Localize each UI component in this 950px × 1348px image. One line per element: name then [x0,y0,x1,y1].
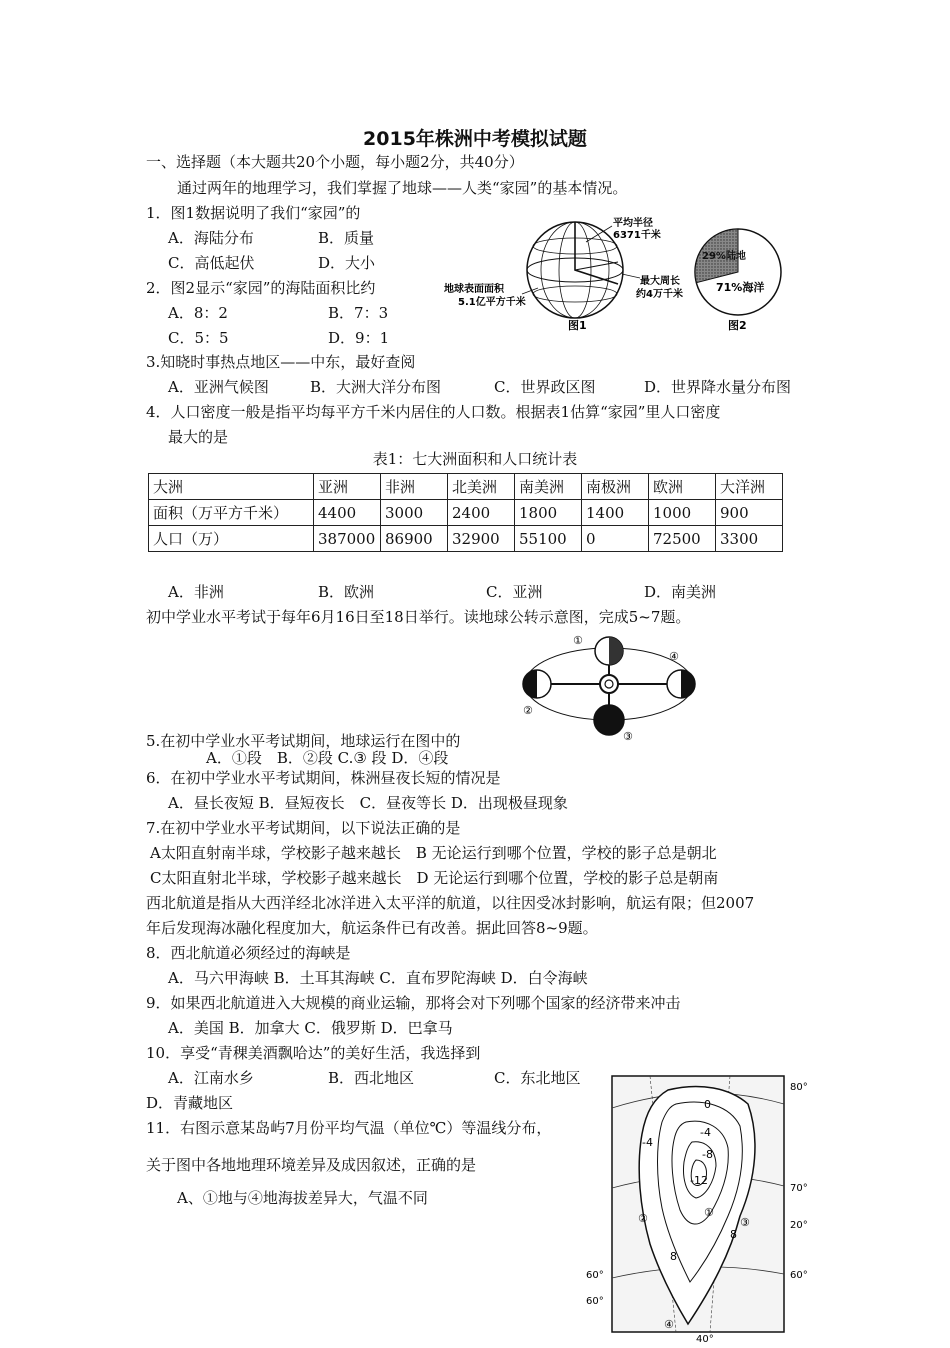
q2-option-d: D．9：1 [328,329,390,347]
orbit-marker-4: ④ [669,650,679,663]
fig1-circumference-value: 约4万千米 [636,289,683,300]
q6-stem: 6．在初中学业水平考试期间，株洲昼夜长短的情况是 [146,769,501,787]
fig1-radius-label: 平均半径 [613,218,653,229]
lon-label-40: 40° [696,1334,714,1344]
orbit-marker-1: ① [573,634,583,647]
intro-text-3-cont: 年后发现海冰融化程度加大，航运条件已有改善。据此回答8~9题。 [146,919,598,937]
q2-option-c: C．5：5 [168,329,229,347]
lat-label-60-left-a: 60° [586,1270,604,1281]
table-cell: 3300 [716,526,783,552]
q10-option-a: A．江南水乡 [168,1069,254,1087]
revolution-diagram [515,630,715,746]
q4-option-a: A．非洲 [168,583,224,601]
table-cell: 2400 [448,500,515,526]
table-cell: 0 [582,526,649,552]
table-cell: 3000 [381,500,448,526]
q7-stem: 7.在初中学业水平考试期间，以下说法正确的是 [146,819,461,837]
table-cell: 1400 [582,500,649,526]
earth-bottom-icon [594,705,624,735]
intro-text: 通过两年的地理学习，我们掌握了地球——人类“家园”的基本情况。 [177,179,628,197]
q1-stem: 1．图1数据说明了我们“家园”的 [146,204,361,222]
q4-option-c: C．亚洲 [486,583,543,601]
q3-option-c: C．世界政区图 [494,378,596,396]
table-cell: 南极洲 [582,474,649,500]
fig1-radius-value: 6371千米 [613,230,661,241]
lat-label-70: 70° [790,1183,808,1194]
table-cell: 72500 [649,526,716,552]
q1-option-d: D．大小 [318,254,376,272]
q4-option-d: D．南美洲 [644,583,717,601]
q10-option-c: C．东北地区 [494,1069,581,1087]
table-caption: 表1：七大洲面积和人口统计表 [372,450,578,468]
q11-stem-cont: 关于图中各地地理环境差异及成因叙述，正确的是 [146,1156,477,1174]
intro-text-2: 初中学业水平考试于每年6月16日至18日举行。读地球公转示意图，完成5~7题。 [146,608,691,626]
q1-option-c: C．高低起伏 [168,254,255,272]
table-cell: 387000 [314,526,381,552]
isotherm-8-a: 8 [670,1250,677,1263]
q3-option-b: B．大洲大洋分布图 [310,378,442,396]
q10-stem: 10．享受“青稞美酒飘哈达”的美好生活，我选择到 [146,1044,481,1062]
table-cell: 大洋洲 [716,474,783,500]
q4-stem: 4．人口密度一般是指平均每平方千米内居住的人口数。根据表1估算“家园”里人口密度 [146,403,721,421]
map-point-4: ④ [664,1318,674,1331]
lon-label-20: 20° [790,1220,808,1231]
q8-stem: 8．西北航道必须经过的海峡是 [146,944,351,962]
fig1-area-label: 地球表面面积 [444,284,504,295]
isotherm-0: 0 [704,1098,711,1111]
q10-option-b: B．西北地区 [328,1069,415,1087]
q4-stem-cont: 最大的是 [168,428,229,446]
table-cell: 南美洲 [515,474,582,500]
isotherm-minus4-b: -4 [700,1126,711,1139]
orbit-marker-3: ③ [623,730,633,742]
lat-label-60-left-b: 60° [586,1296,604,1307]
intro-text-3: 西北航道是指从大西洋经北冰洋进入太平洋的航道，以往因受冰封影响，航运有限；但2007 [146,894,755,912]
table-cell: 北美洲 [448,474,515,500]
section-heading: 一、选择题（本大题共20个小题，每小题2分，共40分） [146,153,524,171]
q1-option-b: B．质量 [318,229,375,247]
table-cell: 4400 [314,500,381,526]
isotherm-minus4-a: -4 [642,1136,653,1149]
q5-options: A．①段 B．②段 C.③ 段 D．④段 [206,749,449,767]
q2-stem: 2．图2显示“家园”的海陆面积比约 [146,279,376,297]
q7-options-cd: C太阳直射北半球，学校影子越来越长 D 无论运行到哪个位置，学校的影子总是朝南 [150,869,719,887]
table-row [149,474,783,500]
q3-option-a: A．亚洲气候图 [168,378,269,396]
isotherm-minus12: -12 [690,1174,708,1187]
table-cell: 55100 [515,526,582,552]
table-cell: 欧洲 [649,474,716,500]
table-cell: 1000 [649,500,716,526]
q3-stem: 3.知晓时事热点地区——中东，最好查阅 [146,353,416,371]
q2-option-b: B．7：3 [328,304,389,322]
table-cell: 1800 [515,500,582,526]
table-row [149,526,783,552]
map-point-2: ② [638,1212,648,1225]
sun-icon [600,675,618,693]
q11-option-a: A、①地与④地海拔差异大，气温不同 [177,1189,428,1207]
q9-options: A．美国 B．加拿大 C．俄罗斯 D．巴拿马 [168,1019,453,1037]
q4-option-b: B．欧洲 [318,583,375,601]
table-cell: 亚洲 [314,474,381,500]
figure-1-globe [440,212,710,341]
q11-stem: 11．右图示意某岛屿7月份平均气温（单位℃）等温线分布， [146,1119,552,1137]
table-row [149,500,783,526]
q10-option-d: D．青藏地区 [146,1094,234,1112]
map-point-3: ③ [740,1216,750,1229]
q3-option-d: D．世界降水量分布图 [644,378,792,396]
q9-stem: 9．如果西北航道进入大规模的商业运输，那将会对下列哪个国家的经济带来冲击 [146,994,681,1012]
pie-ocean-label: 71%海洋 [716,281,765,294]
fig1-area-value: 5.1亿平方千米 [458,297,526,308]
fig1-circumference-label: 最大周长 [640,276,680,287]
table-cell: 面积（万平方千米） [149,500,314,526]
pie-land-label: 29%陆地 [702,251,746,262]
table-cell: 32900 [448,526,515,552]
fig2-caption: 图2 [728,319,747,332]
page-title: 2015年株洲中考模拟试题 [363,128,587,150]
q6-options: A．昼长夜短 B．昼短夜长 C．昼夜等长 D．出现极昼现象 [168,794,568,812]
q7-options-ab: A太阳直射南半球，学校影子越来越长 B 无论运行到哪个位置，学校的影子总是朝北 [150,844,717,862]
q2-option-a: A．8：2 [168,304,228,322]
q8-options: A．马六甲海峡 B．土耳其海峡 C．直布罗陀海峡 D．白令海峡 [168,969,588,987]
fig1-caption: 图1 [568,319,587,332]
lat-label-80: 80° [790,1082,808,1093]
table-cell: 人口（万） [149,526,314,552]
q5-stem: 5.在初中学业水平考试期间，地球运行在图中的 [146,732,461,750]
lat-label-60-right: 60° [790,1270,808,1281]
table-cell: 86900 [381,526,448,552]
map-point-1: ① [704,1206,714,1219]
figure-2-pie [690,212,790,341]
isotherm-map [580,1068,820,1348]
orbit-marker-2: ② [523,704,533,717]
table-cell: 大洲 [149,474,314,500]
table-cell: 非洲 [381,474,448,500]
q1-option-a: A．海陆分布 [168,229,254,247]
isotherm-minus8: -8 [702,1148,713,1161]
continents-table [148,473,783,552]
table-cell: 900 [716,500,783,526]
isotherm-8-b: 8 [730,1228,737,1241]
